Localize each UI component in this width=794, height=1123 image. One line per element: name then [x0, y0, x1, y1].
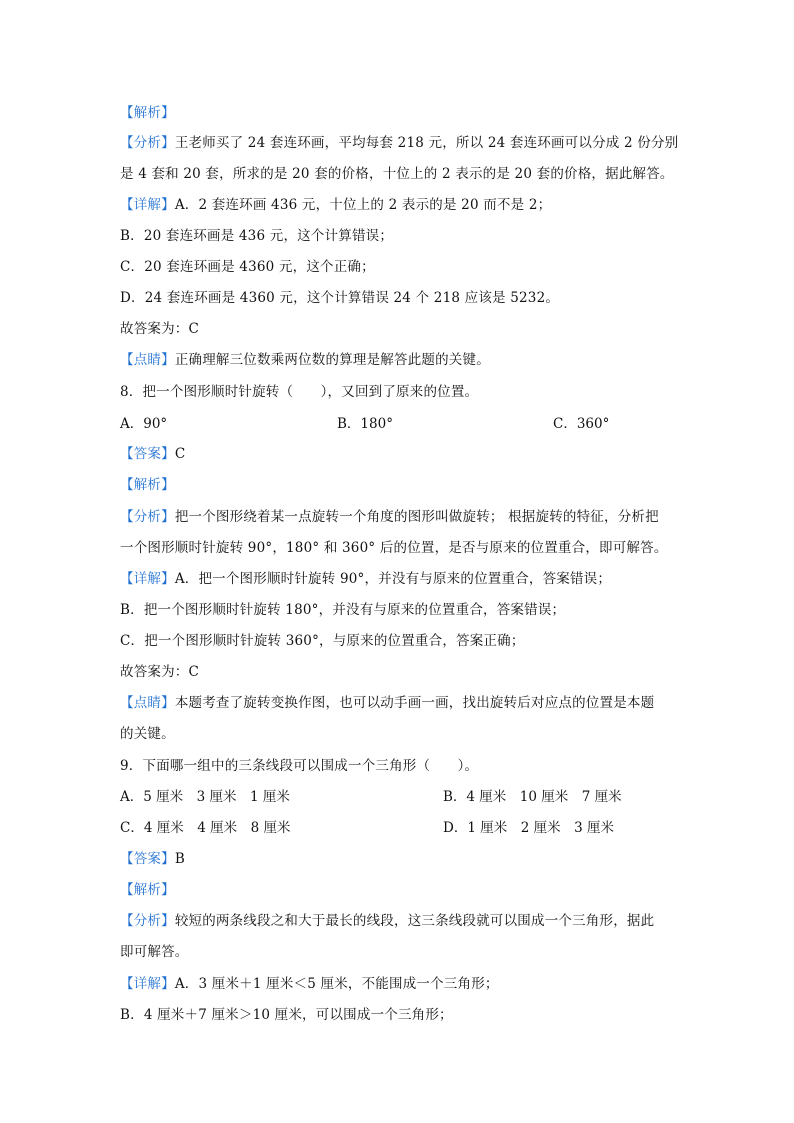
q7-detail-b: B．20 套连环画是 436 元，这个计算错误； [120, 228, 394, 244]
q7-conclusion: 故答案为：C [120, 321, 200, 337]
q7-analysis-line2: 是 4 套和 20 套，所求的是 20 套的价格，十位上的 2 表示的是 20 套的价格，据此解答。 [120, 166, 674, 182]
q7-analysis-line1 [120, 133, 680, 153]
q9-option-c: C．4 厘米 4 厘米 8 厘米 [120, 820, 291, 836]
detail-text: A．2 套连环画 436 元，十位上的 2 表示的是 20 而不是 2； [174, 197, 552, 213]
q9-detail-b: B．4 厘米＋7 厘米＞10 厘米，可以围成一个三角形； [120, 1007, 453, 1023]
q9-option-a: A．5 厘米 3 厘米 1 厘米 [120, 789, 290, 805]
xiangjie-tag: 【详解】 [120, 197, 175, 213]
detail-text: A．把一个图形顺时针旋转 90°，并没有与原来的位置重合，答案错误； [174, 571, 612, 587]
q8-detail-a [120, 569, 680, 589]
q8-answer [120, 444, 680, 464]
q7-key-point [120, 350, 680, 370]
jiexi-tag: 【解析】 [120, 477, 175, 493]
q8-key-point-line1 [120, 693, 680, 713]
q8-option-b: B．180° [337, 416, 393, 432]
q8-analysis-line1 [120, 507, 680, 527]
q7-detail-d: D．24 套连环画是 4360 元，这个计算错误 24 个 218 应该是 5232。 [120, 290, 560, 306]
q8-option-c: C．360° [553, 416, 610, 432]
q7-detail-c: C．20 套连环画是 4360 元，这个正确； [120, 259, 375, 275]
q9-analysis-line1 [120, 911, 680, 931]
key-point-text: 正确理解三位数乘两位数的算理是解答此题的关键。 [174, 352, 490, 368]
q8-question: 8．把一个图形顺时针旋转（ ），又回到了原来的位置。 [120, 384, 479, 400]
q8-analysis-line2: 一个图形顺时针旋转 90°，180° 和 360° 后的位置，是否与原来的位置重合，即可解答。 [120, 540, 668, 556]
q7-jiexi-heading [120, 103, 680, 123]
q8-option-a: A．90° [120, 416, 168, 432]
q8-conclusion: 故答案为：C [120, 664, 200, 680]
analysis-text: 较短的两条线段之和大于最长的线段，这三条线段就可以围成一个三角形，据此 [174, 913, 655, 929]
detail-text: A．3 厘米＋1 厘米＜5 厘米，不能围成一个三角形； [174, 976, 499, 992]
analysis-text: 王老师买了 24 套连环画，平均每套 218 元，所以 24 套连环画可以分成 2 份分别 [174, 135, 679, 151]
q9-option-b: B．4 厘米 10 厘米 7 厘米 [443, 789, 622, 805]
daan-tag: 【答案】 [120, 446, 175, 462]
jiexi-tag: 【解析】 [120, 882, 175, 898]
q9-option-d: D．1 厘米 2 厘米 3 厘米 [443, 820, 614, 836]
dianjing-tag: 【点睛】 [120, 352, 175, 368]
analysis-text: 把一个图形绕着某一点旋转一个角度的图形叫做旋转； 根据旋转的特征，分析把 [174, 509, 659, 525]
fenxi-tag: 【分析】 [120, 509, 175, 525]
key-point-text: 本题考查了旋转变换作图，也可以动手画一画，找出旋转后对应点的位置是本题 [174, 695, 655, 711]
fenxi-tag: 【分析】 [120, 913, 175, 929]
q9-question: 9．下面哪一组中的三条线段可以围成一个三角形（ ）。 [120, 758, 479, 774]
answer-value: B [174, 851, 185, 867]
xiangjie-tag: 【详解】 [120, 571, 175, 587]
q8-detail-c: C．把一个图形顺时针旋转 360°，与原来的位置重合，答案正确； [120, 633, 525, 649]
dianjing-tag: 【点睛】 [120, 695, 175, 711]
fenxi-tag: 【分析】 [120, 135, 175, 151]
q8-key-point-line2: 的关键。 [120, 726, 175, 742]
q9-analysis-line2: 即可解答。 [120, 944, 189, 960]
answer-value: C [174, 446, 186, 462]
q9-answer [120, 849, 680, 869]
q8-jiexi-heading [120, 475, 680, 495]
xiangjie-tag: 【详解】 [120, 976, 175, 992]
q7-detail-a [120, 195, 680, 215]
daan-tag: 【答案】 [120, 851, 175, 867]
q8-detail-b: B．把一个图形顺时针旋转 180°，并没有与原来的位置重合，答案错误； [120, 602, 566, 618]
q9-detail-a [120, 974, 680, 994]
q9-jiexi-heading [120, 880, 680, 900]
jiexi-tag: 【解析】 [120, 105, 175, 121]
